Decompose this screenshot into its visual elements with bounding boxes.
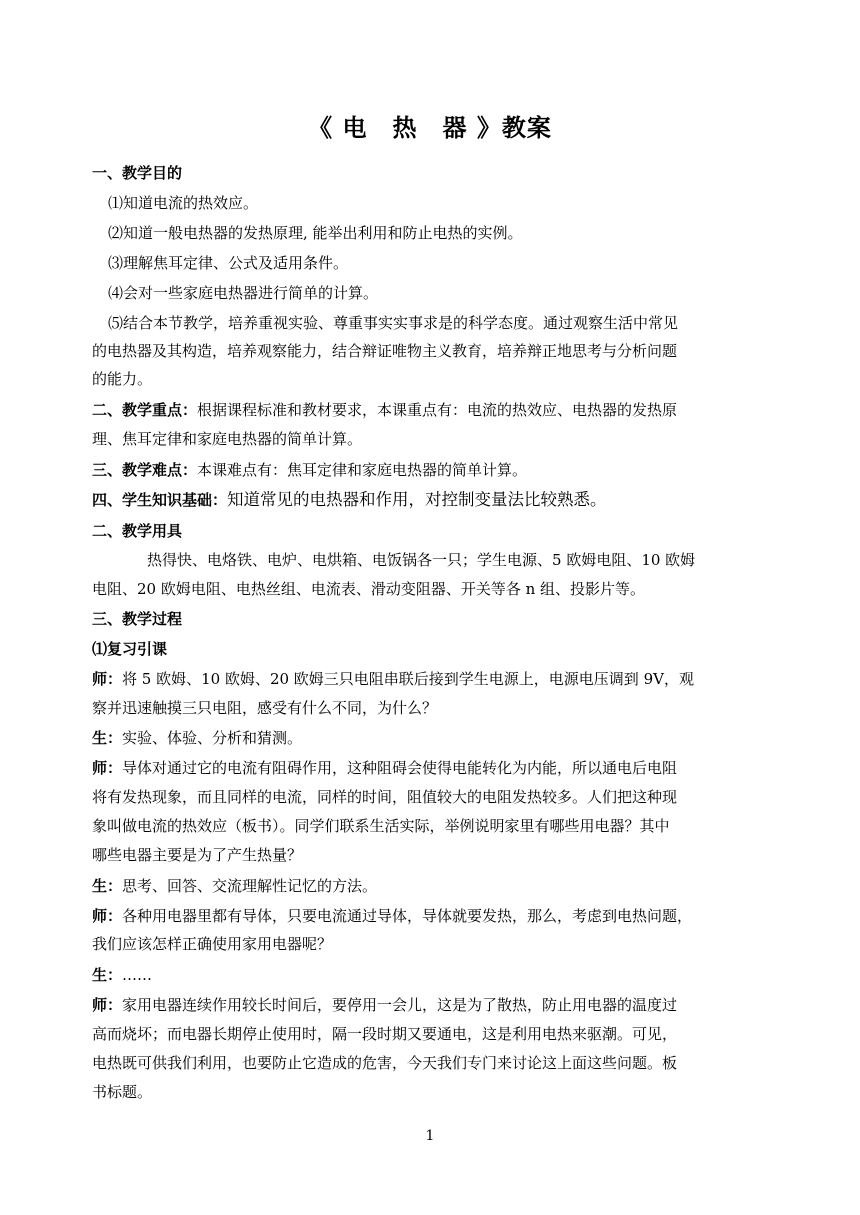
text-line [92,460,772,480]
line-text: 电热既可供我们利用，也要防止它造成的危害，今天我们专门来讨论这上面这些问题。板 [92,1054,678,1072]
bold-label: 三、教学过程 [92,610,183,628]
line-text: 知道常见的电热器和作用，对控制变量法比较熟悉。 [227,490,607,509]
bold-label: 四、学生知识基础： [92,491,228,509]
text-line [92,369,772,389]
text-line [92,995,772,1015]
text-line [92,1082,772,1102]
line-text: 理、焦耳定律和家庭电热器的简单计算。 [92,430,363,448]
line-text: ⑸结合本节教学，培养重视实验、尊重事实实事求是的科学态度。通过观察生活中常见 [108,314,679,332]
line-text: 根据课程标准和教材要求，本课重点有：电流的热效应、电热器的发热原 [197,401,678,419]
bold-label: 师： [92,996,123,1014]
text-line [92,1053,772,1073]
text-line [92,669,772,689]
bold-label: 生： [92,729,123,747]
line-text: 将 5 欧姆、10 欧姆、20 欧姆三只电阻串联后接到学生电源上，电源电压调到 9V，观 [122,670,694,688]
text-line [92,845,772,865]
text-line [92,1024,772,1044]
line-text: 家用电器连续作用较长时间后，要停用一会儿，这是为了散热，防止用电器的温度过 [122,996,678,1014]
text-line [147,550,827,570]
text-line [92,579,772,599]
bold-label: 二、教学用具 [92,522,183,540]
document-title: 《 电 热 器 》教案 [308,114,552,142]
bold-label: 一、教学目的 [92,164,183,182]
bold-label: 二、教学重点： [92,401,198,419]
text-line [92,728,772,748]
line-text: ⑵知道一般电热器的发热原理, 能举出利用和防止电热的实例。 [108,224,523,242]
bold-label: ⑴复习引课 [92,640,168,658]
line-text: 我们应该怎样正确使用家用电器呢？ [92,935,333,953]
text-line [92,341,772,361]
line-text: ⑶理解焦耳定律、公式及适用条件。 [108,254,349,272]
text-line [92,965,772,985]
line-text: 本课难点有：焦耳定律和家庭电热器的简单计算。 [197,461,528,479]
text-line [92,758,772,778]
line-text: 电阻、20 欧姆电阻、电热丝组、电流表、滑动变阻器、开关等各 n 组、投影片等。 [92,580,646,598]
line-text: ⑴知道电流的热效应。 [108,194,259,212]
text-line [92,639,772,659]
line-text: 将有发热现象，而且同样的电流，同样的时间，阻值较大的电阻发热较多。人们把这种现 [92,788,678,806]
text-line [92,429,772,449]
bold-label: 生： [92,966,123,984]
text-line [92,609,772,629]
line-text: 导体对通过它的电流有阻碍作用，这种阻碍会使得电能转化为内能，所以通电后电阻 [122,759,678,777]
line-text: 哪些电器主要是为了产生热量？ [92,846,303,864]
text-line [108,253,788,273]
page-number: 1 [425,1128,435,1144]
text-line [92,787,772,807]
line-text: ⑷会对一些家庭电热器进行简单的计算。 [108,284,379,302]
text-line [92,906,772,926]
line-text: 热得快、电烙铁、电炉、电烘箱、电饭锅各一只；学生电源、5 欧姆电阻、10 欧姆 [147,551,696,569]
text-line [108,193,788,213]
bold-label: 生： [92,877,123,895]
line-text: 的能力。 [92,370,153,388]
text-line [92,521,772,541]
line-text: 象叫做电流的热效应（板书）。同学们联系生活实际，举例说明家里有哪些用电器？其中 [92,817,670,835]
text-line [92,163,772,183]
text-line [92,816,772,836]
text-line [108,313,788,333]
text-line [92,934,772,954]
line-text: 各种用电器里都有导体，只要电流通过导体，导体就要发热，那么，考虑到电热问题， [122,907,693,925]
bold-label: 三、教学难点： [92,461,198,479]
line-text: 高而烧坏；而电器长期停止使用时，隔一段时期又要通电，这是利用电热来驱潮。可见， [92,1025,678,1043]
text-line [108,283,788,303]
text-line [92,876,772,896]
line-text: 思考、回答、交流理解性记忆的方法。 [122,877,378,895]
line-text: 实验、体验、分析和猜测。 [122,729,303,747]
bold-label: 师： [92,907,123,925]
line-text: 察并迅速触摸三只电阻，感受有什么不同，为什么？ [92,699,438,717]
line-text: 书标题。 [92,1083,153,1101]
bold-label: 师： [92,759,123,777]
bold-label: 师： [92,670,123,688]
text-line [92,400,772,420]
line-text: …… [122,966,153,984]
text-line [108,223,788,243]
text-line [92,698,772,718]
text-line [92,490,772,510]
line-text: 的电热器及其构造，培养观察能力，结合辩证唯物主义教育，培养辩正地思考与分析问题 [92,342,678,360]
